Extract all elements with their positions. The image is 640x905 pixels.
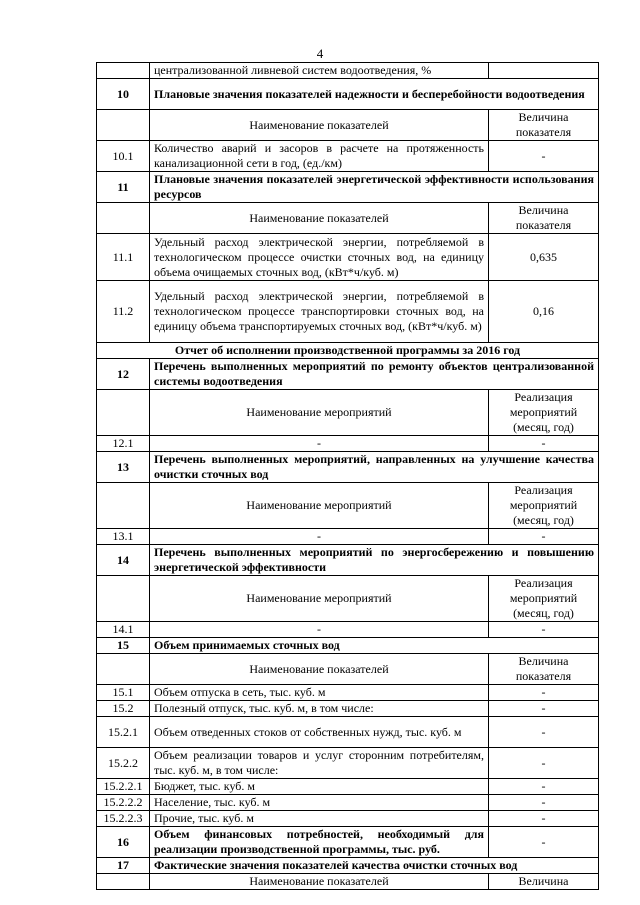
row-name: Объем отпуска в сеть, тыс. куб. м bbox=[150, 685, 489, 701]
section-row-14 bbox=[97, 545, 599, 576]
section-row-10 bbox=[97, 79, 599, 110]
row-value: - bbox=[489, 827, 599, 858]
row-value: - bbox=[489, 529, 599, 545]
row-number: 15.2 bbox=[97, 701, 150, 717]
row-name: Полезный отпуск, тыс. куб. м, в том числе: bbox=[150, 701, 489, 717]
table-row bbox=[97, 795, 599, 811]
row-name: Удельный расход электрической энергии, потребляемой в технологическом процессе очистки сточных вод, на единицу объема очищаемых сточных вод, (кВт*ч/куб. м) bbox=[150, 234, 489, 281]
row-number: 10.1 bbox=[97, 141, 150, 172]
table-row bbox=[97, 529, 599, 545]
row-number: 15 bbox=[97, 638, 150, 654]
row-name: Население, тыс. куб. м bbox=[150, 795, 489, 811]
row-number: 12.1 bbox=[97, 436, 150, 452]
header-row bbox=[97, 654, 599, 685]
row-value: - bbox=[489, 795, 599, 811]
row-number: 15.2.2.1 bbox=[97, 779, 150, 795]
column-header-value: Величина показателя bbox=[489, 203, 599, 234]
table-row bbox=[97, 701, 599, 717]
section-row-17 bbox=[97, 858, 599, 874]
header-row bbox=[97, 874, 599, 890]
table-row bbox=[97, 63, 599, 79]
table-row bbox=[97, 779, 599, 795]
section-title: Плановые значения показателей надежности и бесперебойности водоотведения bbox=[150, 79, 599, 110]
section-row-11 bbox=[97, 172, 599, 203]
column-header-name: Наименование показателей bbox=[150, 110, 489, 141]
row-value: - bbox=[489, 622, 599, 638]
row-number: 13 bbox=[97, 452, 150, 483]
section-title: Фактические значения показателей качества очистки сточных вод bbox=[150, 858, 599, 874]
column-header-value: Величина показателя bbox=[489, 110, 599, 141]
section-row-12 bbox=[97, 359, 599, 390]
row-number: 13.1 bbox=[97, 529, 150, 545]
row-value: - bbox=[489, 701, 599, 717]
column-header-value: Реализация мероприятий (месяц, год) bbox=[489, 576, 599, 622]
row-name: - bbox=[150, 436, 489, 452]
program-table bbox=[96, 62, 599, 890]
row-number: 11 bbox=[97, 172, 150, 203]
row-value: - bbox=[489, 141, 599, 172]
row-number: 15.2.2.2 bbox=[97, 795, 150, 811]
row-name: Удельный расход электрической энергии, потребляемой в технологическом процессе транспортировки сточных вод, на единицу объема транспортируемых сточных вод, (кВт*ч/куб. м) bbox=[150, 281, 489, 343]
row-name: Бюджет, тыс. куб. м bbox=[150, 779, 489, 795]
row-name: Объем отведенных стоков от собственных нужд, тыс. куб. м bbox=[150, 717, 489, 748]
row-value: 0,635 bbox=[489, 234, 599, 281]
row-number: 12 bbox=[97, 359, 150, 390]
row-name: - bbox=[150, 622, 489, 638]
column-header-name: Наименование мероприятий bbox=[150, 576, 489, 622]
row-number: 15.1 bbox=[97, 685, 150, 701]
column-header-name: Наименование показателей bbox=[150, 654, 489, 685]
row-number: 15.2.1 bbox=[97, 717, 150, 748]
section-title: Перечень выполненных мероприятий, направленных на улучшение качества очистки сточных вод bbox=[150, 452, 599, 483]
page-number: 4 bbox=[316, 46, 324, 61]
row-value: 0,16 bbox=[489, 281, 599, 343]
report-title-row bbox=[97, 343, 599, 359]
section-row-15 bbox=[97, 638, 599, 654]
row-number: 17 bbox=[97, 858, 150, 874]
header-row bbox=[97, 483, 599, 529]
row-value: - bbox=[489, 685, 599, 701]
row-name: Прочие, тыс. куб. м bbox=[150, 811, 489, 827]
row-number: 11.1 bbox=[97, 234, 150, 281]
table-row bbox=[97, 685, 599, 701]
row-value: - bbox=[489, 717, 599, 748]
row-number: 14.1 bbox=[97, 622, 150, 638]
section-title: Объем принимаемых сточных вод bbox=[150, 638, 599, 654]
row-value: - bbox=[489, 748, 599, 779]
header-row bbox=[97, 390, 599, 436]
section-row-16 bbox=[97, 827, 599, 858]
column-header-value: Величина bbox=[489, 874, 599, 890]
row-number: 10 bbox=[97, 79, 150, 110]
row-value: - bbox=[489, 436, 599, 452]
table-row bbox=[97, 748, 599, 779]
row-number: 16 bbox=[97, 827, 150, 858]
section-title: Объем финансовых потребностей, необходимый для реализации производственной программы, тыс. руб. bbox=[150, 827, 489, 858]
column-header-value: Реализация мероприятий (месяц, год) bbox=[489, 483, 599, 529]
row-name: Количество аварий и засоров в расчете на протяженность канализационной сети в год, (ед./км) bbox=[150, 141, 489, 172]
row-number: 15.2.2.3 bbox=[97, 811, 150, 827]
table-row bbox=[97, 811, 599, 827]
table-row bbox=[97, 622, 599, 638]
table-row bbox=[97, 281, 599, 343]
table-row bbox=[97, 436, 599, 452]
header-row bbox=[97, 576, 599, 622]
row-name: - bbox=[150, 529, 489, 545]
section-row-13 bbox=[97, 452, 599, 483]
table-row bbox=[97, 717, 599, 748]
section-title: Перечень выполненных мероприятий по энергосбережению и повышению энергетической эффективности bbox=[150, 545, 599, 576]
row-name: Объем реализации товаров и услуг сторонним потребителям, тыс. куб. м, в том числе: bbox=[150, 748, 489, 779]
table-row bbox=[97, 141, 599, 172]
table-row bbox=[97, 234, 599, 281]
report-title: Отчет об исполнении производственной программы за 2016 год bbox=[97, 343, 599, 359]
column-header-name: Наименование показателей bbox=[150, 203, 489, 234]
column-header-value: Величина показателя bbox=[489, 654, 599, 685]
section-title: Плановые значения показателей энергетической эффективности использования ресурсов bbox=[150, 172, 599, 203]
row-value: - bbox=[489, 811, 599, 827]
row-number: 14 bbox=[97, 545, 150, 576]
row-number: 11.2 bbox=[97, 281, 150, 343]
row-text: централизованной ливневой систем водоотведения, % bbox=[150, 63, 489, 79]
row-value: - bbox=[489, 779, 599, 795]
header-row bbox=[97, 110, 599, 141]
header-row bbox=[97, 203, 599, 234]
column-header-name: Наименование мероприятий bbox=[150, 390, 489, 436]
column-header-name: Наименование мероприятий bbox=[150, 483, 489, 529]
section-title: Перечень выполненных мероприятий по ремонту объектов централизованной системы водоотведения bbox=[150, 359, 599, 390]
column-header-name: Наименование показателей bbox=[150, 874, 489, 890]
row-number: 15.2.2 bbox=[97, 748, 150, 779]
column-header-value: Реализация мероприятий (месяц, год) bbox=[489, 390, 599, 436]
